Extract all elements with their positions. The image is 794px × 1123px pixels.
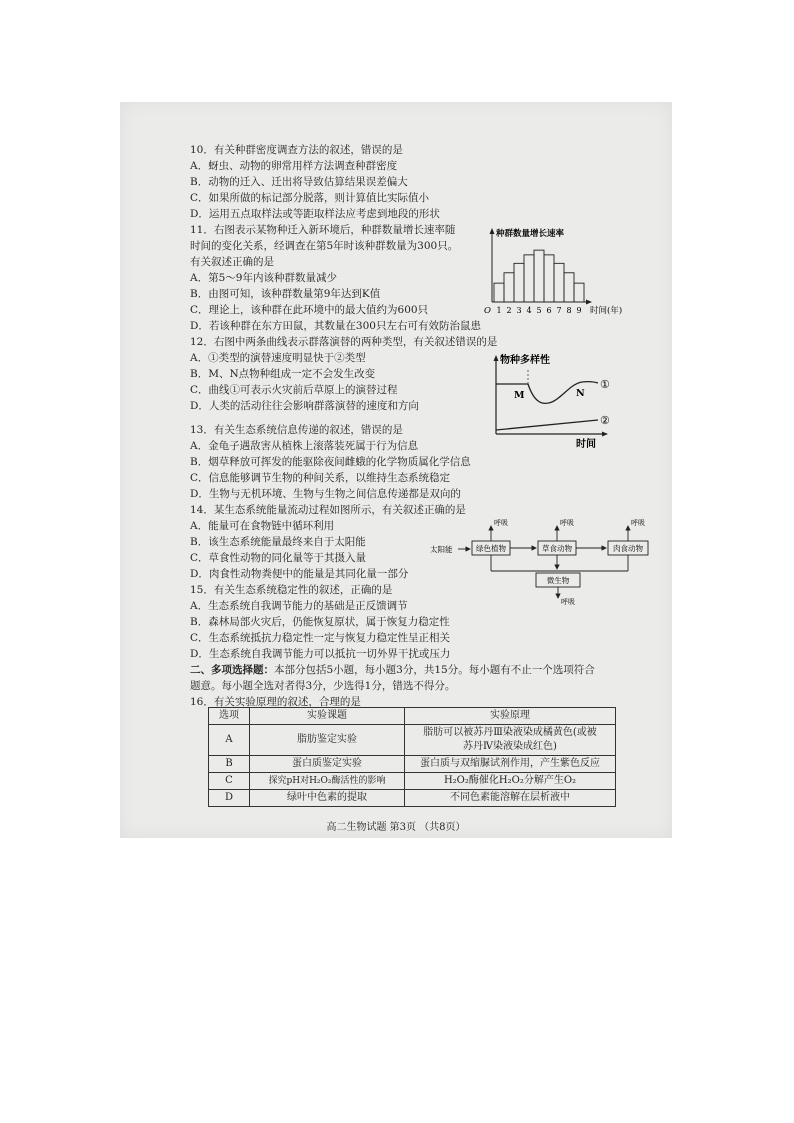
option-c: C．信息能够调节生物的种间关系，以维持生态系统稳定	[190, 472, 451, 484]
bar	[524, 255, 534, 302]
node-carnivores-label: 肉食动物	[613, 544, 643, 553]
tick-label: 5	[536, 306, 542, 315]
bar	[554, 263, 564, 302]
option-a: A．蚜虫、动物的卵常用样方法调查种群密度	[190, 160, 398, 172]
experiment-table	[208, 707, 616, 807]
option-d: D．生态系统自我调节能力可以抵抗一切外界干扰或压力	[190, 648, 451, 660]
table-cell: H₂O₂酶催化H₂O₂分解产生O₂	[405, 773, 616, 790]
tick-label: 2	[506, 306, 512, 315]
table-cell: 绿叶中色素的提取	[250, 790, 405, 807]
question-stem-line: 11．右图表示某物种迁入新环境后，种群数量增长速率随	[190, 224, 456, 236]
tick-label: 3	[516, 306, 522, 315]
node-herbivores-label: 草食动物	[542, 544, 572, 553]
question-13	[190, 422, 660, 502]
table-cell: D	[209, 790, 250, 807]
respiration-label: 呼吸	[494, 519, 508, 527]
tick-label: 6	[546, 306, 552, 315]
y-axis-label: 种群数量增长速率	[496, 229, 565, 239]
origin-label: O	[484, 306, 491, 316]
question-16-stem: 16．有关实验原理的叙述，合理的是	[190, 696, 361, 708]
table-cell: B	[209, 756, 250, 773]
respiration-label: 呼吸	[561, 598, 575, 606]
option-c: C．如果所做的标记部分脱落，则计算值比实际值小	[190, 192, 430, 204]
option-c: C．理论上，该种群在此环境中的最大值约为600只	[190, 304, 429, 316]
question-stem: 10．有关种群密度调查方法的叙述，错误的是	[190, 144, 403, 156]
question-stem: 14．某生态系统能量流动过程如图所示，有关叙述正确的是	[190, 504, 466, 516]
table-cell: 不同色素能溶解在层析液中	[405, 790, 616, 807]
tick-label: 4	[526, 306, 532, 315]
option-d: D．运用五点取样法或等距取样法应考虑到地段的形状	[190, 208, 440, 220]
tick-label: 1	[496, 306, 502, 315]
tick-label: 7	[556, 306, 562, 315]
option-c: C．生态系统抵抗力稳定性一定与恢复力稳定性呈正相关	[190, 632, 451, 644]
table-header: 实验原理	[405, 708, 616, 725]
source-label: 太阳能	[430, 545, 453, 554]
table-row	[209, 756, 616, 773]
question-stem: 15．有关生态系统稳定性的叙述，正确的是	[190, 584, 393, 596]
bar	[504, 273, 514, 302]
option-a: A．第5～9年内该种群数量减少	[190, 272, 337, 284]
table-row	[209, 790, 616, 807]
principle-line: 苏丹Ⅳ染液染成红色)	[463, 741, 557, 752]
option-b: B．M、N点物种组成一定不会发生改变	[190, 368, 376, 380]
table-cell: 蛋白质鉴定实验	[250, 756, 405, 773]
table-cell: 脂肪鉴定实验	[250, 725, 405, 756]
section-title: 二、多项选择题：	[190, 664, 274, 676]
bar	[494, 283, 504, 302]
page-footer: 高二生物试题 第3页 （共8页）	[326, 822, 466, 833]
section-2-header	[190, 662, 660, 710]
curve-1-label: ①	[600, 378, 610, 391]
bar	[574, 283, 584, 302]
exam-page	[120, 102, 672, 838]
node-microbes-label: 微生物	[546, 576, 570, 585]
table-row	[209, 773, 616, 790]
option-b: B．烟草释放可挥发的能驱除夜间雌蛾的化学物质属化学信息	[190, 456, 471, 468]
table-cell	[405, 725, 616, 756]
table-cell: 探究pH对H₂O₂酶活性的影响	[250, 773, 405, 790]
curve-2-label: ②	[600, 414, 610, 427]
option-a: A．能量可在食物链中循环利用	[190, 520, 335, 532]
question-stem-line: 时间的变化关系，经调查在第5年时该种群数量为300只。	[190, 240, 459, 252]
option-d: D．若该种群在东方田鼠，其数量在300只左右可有效防治鼠患	[190, 320, 481, 332]
node-plants-label: 绿色植物	[476, 544, 506, 553]
bar	[564, 273, 574, 302]
option-c: C．曲线①可表示火灾前后草原上的演替过程	[190, 384, 398, 396]
respiration-label: 呼吸	[560, 519, 574, 527]
option-a: A．①类型的演替速度明显快于②类型	[190, 352, 366, 364]
question-stem: 13．有关生态系统信息传递的叙述，错误的是	[190, 424, 403, 436]
table-header: 实验课题	[250, 708, 405, 725]
table-cell: C	[209, 773, 250, 790]
table-header: 选项	[209, 708, 250, 725]
question-stem: 12．右图中两条曲线表示群落演替的两种类型，有关叙述错误的是	[190, 336, 498, 348]
option-d: D．肉食性动物粪便中的能量是其同化量一部分	[190, 568, 409, 580]
y-axis-arrow	[490, 228, 495, 234]
option-c: C．草食性动物的同化量等于其摄入量	[190, 552, 367, 564]
option-b: B．由图可知，该种群数量第9年达到K值	[190, 288, 381, 300]
table-cell: A	[209, 725, 250, 756]
x-axis-label: 时间(年)	[590, 306, 623, 316]
table-header-row	[209, 708, 616, 725]
point-m-label: M	[514, 390, 525, 401]
table-cell: 蛋白质与双缩脲试剂作用，产生紫色反应	[405, 756, 616, 773]
y-axis-arrow	[494, 355, 499, 361]
tick-label: 8	[566, 306, 572, 315]
point-n-label: N	[576, 388, 585, 399]
x-axis-label: 时间	[576, 439, 596, 450]
option-d: D．生物与无机环境、生物与生物之间信息传递都是双向的	[190, 488, 461, 500]
option-b: B．森林局部火灾后，仍能恢复原状，属于恢复力稳定性	[190, 616, 450, 628]
bar	[544, 255, 554, 302]
principle-line: 脂肪可以被苏丹Ⅲ染液染成橘黄色(或被	[423, 727, 597, 738]
y-axis-label: 物种多样性	[500, 355, 550, 366]
option-a: A．生态系统自我调节能力的基础是正反馈调节	[190, 600, 408, 612]
tick-label: 9	[576, 306, 582, 315]
option-b: B．动物的迁入、迁出将导致估算结果误差偏大	[190, 176, 408, 188]
question-stem-line: 有关叙述正确的是	[190, 256, 274, 268]
bar	[514, 263, 524, 302]
option-b: B．该生态系统能量最终来自于太阳能	[190, 536, 366, 548]
bar	[534, 250, 544, 302]
question-15	[190, 582, 660, 662]
option-d: D．人类的活动往往会影响群落演替的速度和方向	[190, 400, 419, 412]
table-row	[209, 725, 616, 756]
respiration-label: 呼吸	[631, 519, 645, 527]
section-instructions-line2: 题意。每小题全选对者得3分，少选得1分，错选不得分。	[190, 680, 456, 692]
growth-rate-bar-chart	[482, 224, 647, 316]
x-axis-arrow	[586, 300, 592, 305]
option-a: A．金龟子遇敌害从植株上滚落装死属于行为信息	[190, 440, 419, 452]
section-instructions: 本部分包括5小题，每小题3分，共15分。每小题有不止一个选项符合	[274, 664, 595, 676]
question-10	[190, 142, 660, 222]
